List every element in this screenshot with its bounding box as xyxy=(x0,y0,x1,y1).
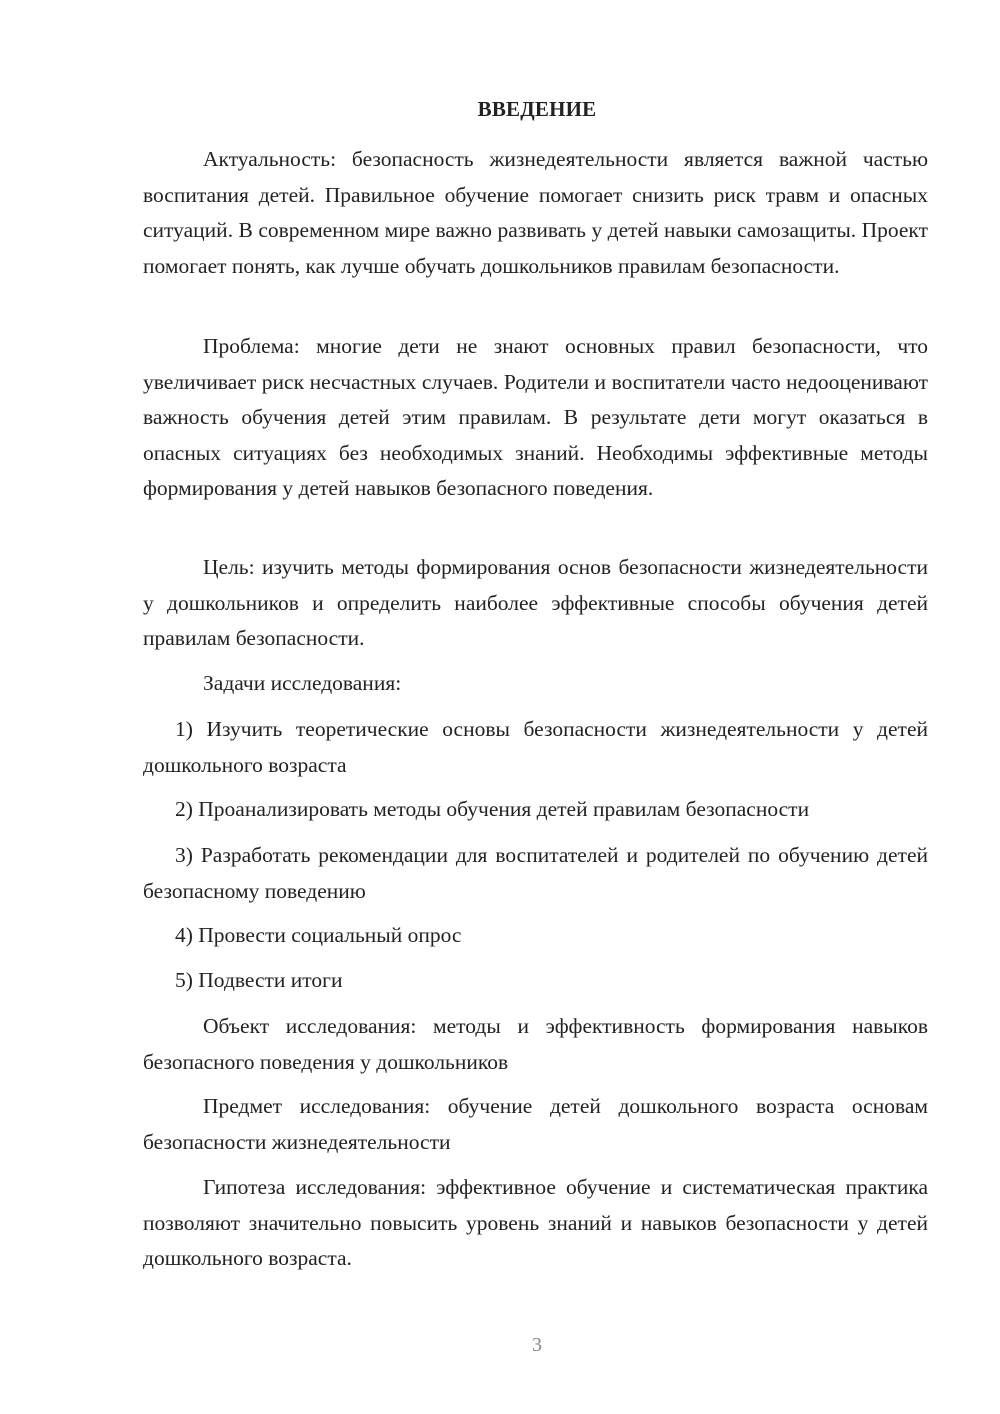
task-item-3: 3) Разработать рекомендации для воспитателей и родителей по обучению детей безопасному поведению xyxy=(143,843,928,903)
task-item-5: 5) Подвести итоги xyxy=(175,968,343,992)
task-item-1: 1) Изучить теоретические основы безопасности жизнедеятельности у детей дошкольного возраста xyxy=(143,717,928,777)
goal-paragraph: Цель: изучить методы формирования основ безопасности жизнедеятельности у дошкольников и определить наиболее эффективные способы обучения детей правилам безопасности. xyxy=(143,555,928,650)
hypothesis-paragraph: Гипотеза исследования: эффективное обучение и систематическая практика позволяют значительно повысить уровень знаний и навыков безопасности у детей дошкольного возраста. xyxy=(143,1175,928,1270)
subject-paragraph: Предмет исследования: обучение детей дошкольного возраста основам безопасности жизнедеятельности xyxy=(143,1094,928,1154)
page-title: ВВЕДЕНИЕ xyxy=(477,97,597,121)
task-item-4: 4) Провести социальный опрос xyxy=(175,923,462,947)
tasks-heading: Задачи исследования: xyxy=(203,671,402,695)
relevance-paragraph: Актуальность: безопасность жизнедеятельности является важной частью воспитания детей. Правильное обучение помогает снизить риск травм и опасных ситуаций. В современном мире важно развивать у детей навыки самозащиты. Проект помогает понять, как лучше обучать дошкольников правилам безопасности. xyxy=(143,147,928,278)
object-paragraph: Объект исследования: методы и эффективность формирования навыков безопасного поведения у дошкольников xyxy=(143,1014,928,1074)
problem-paragraph: Проблема: многие дети не знают основных правил безопасности, что увеличивает риск несчастных случаев. Родители и воспитатели часто недооценивают важность обучения детей этим правилам. В результате дети могут оказаться в опасных ситуациях без необходимых знаний. Необходимы эффективные методы формирования у детей навыков безопасного поведения. xyxy=(143,334,928,500)
task-item-2: 2) Проанализировать методы обучения детей правилам безопасности xyxy=(175,797,810,821)
page-number: 3 xyxy=(532,1334,542,1356)
